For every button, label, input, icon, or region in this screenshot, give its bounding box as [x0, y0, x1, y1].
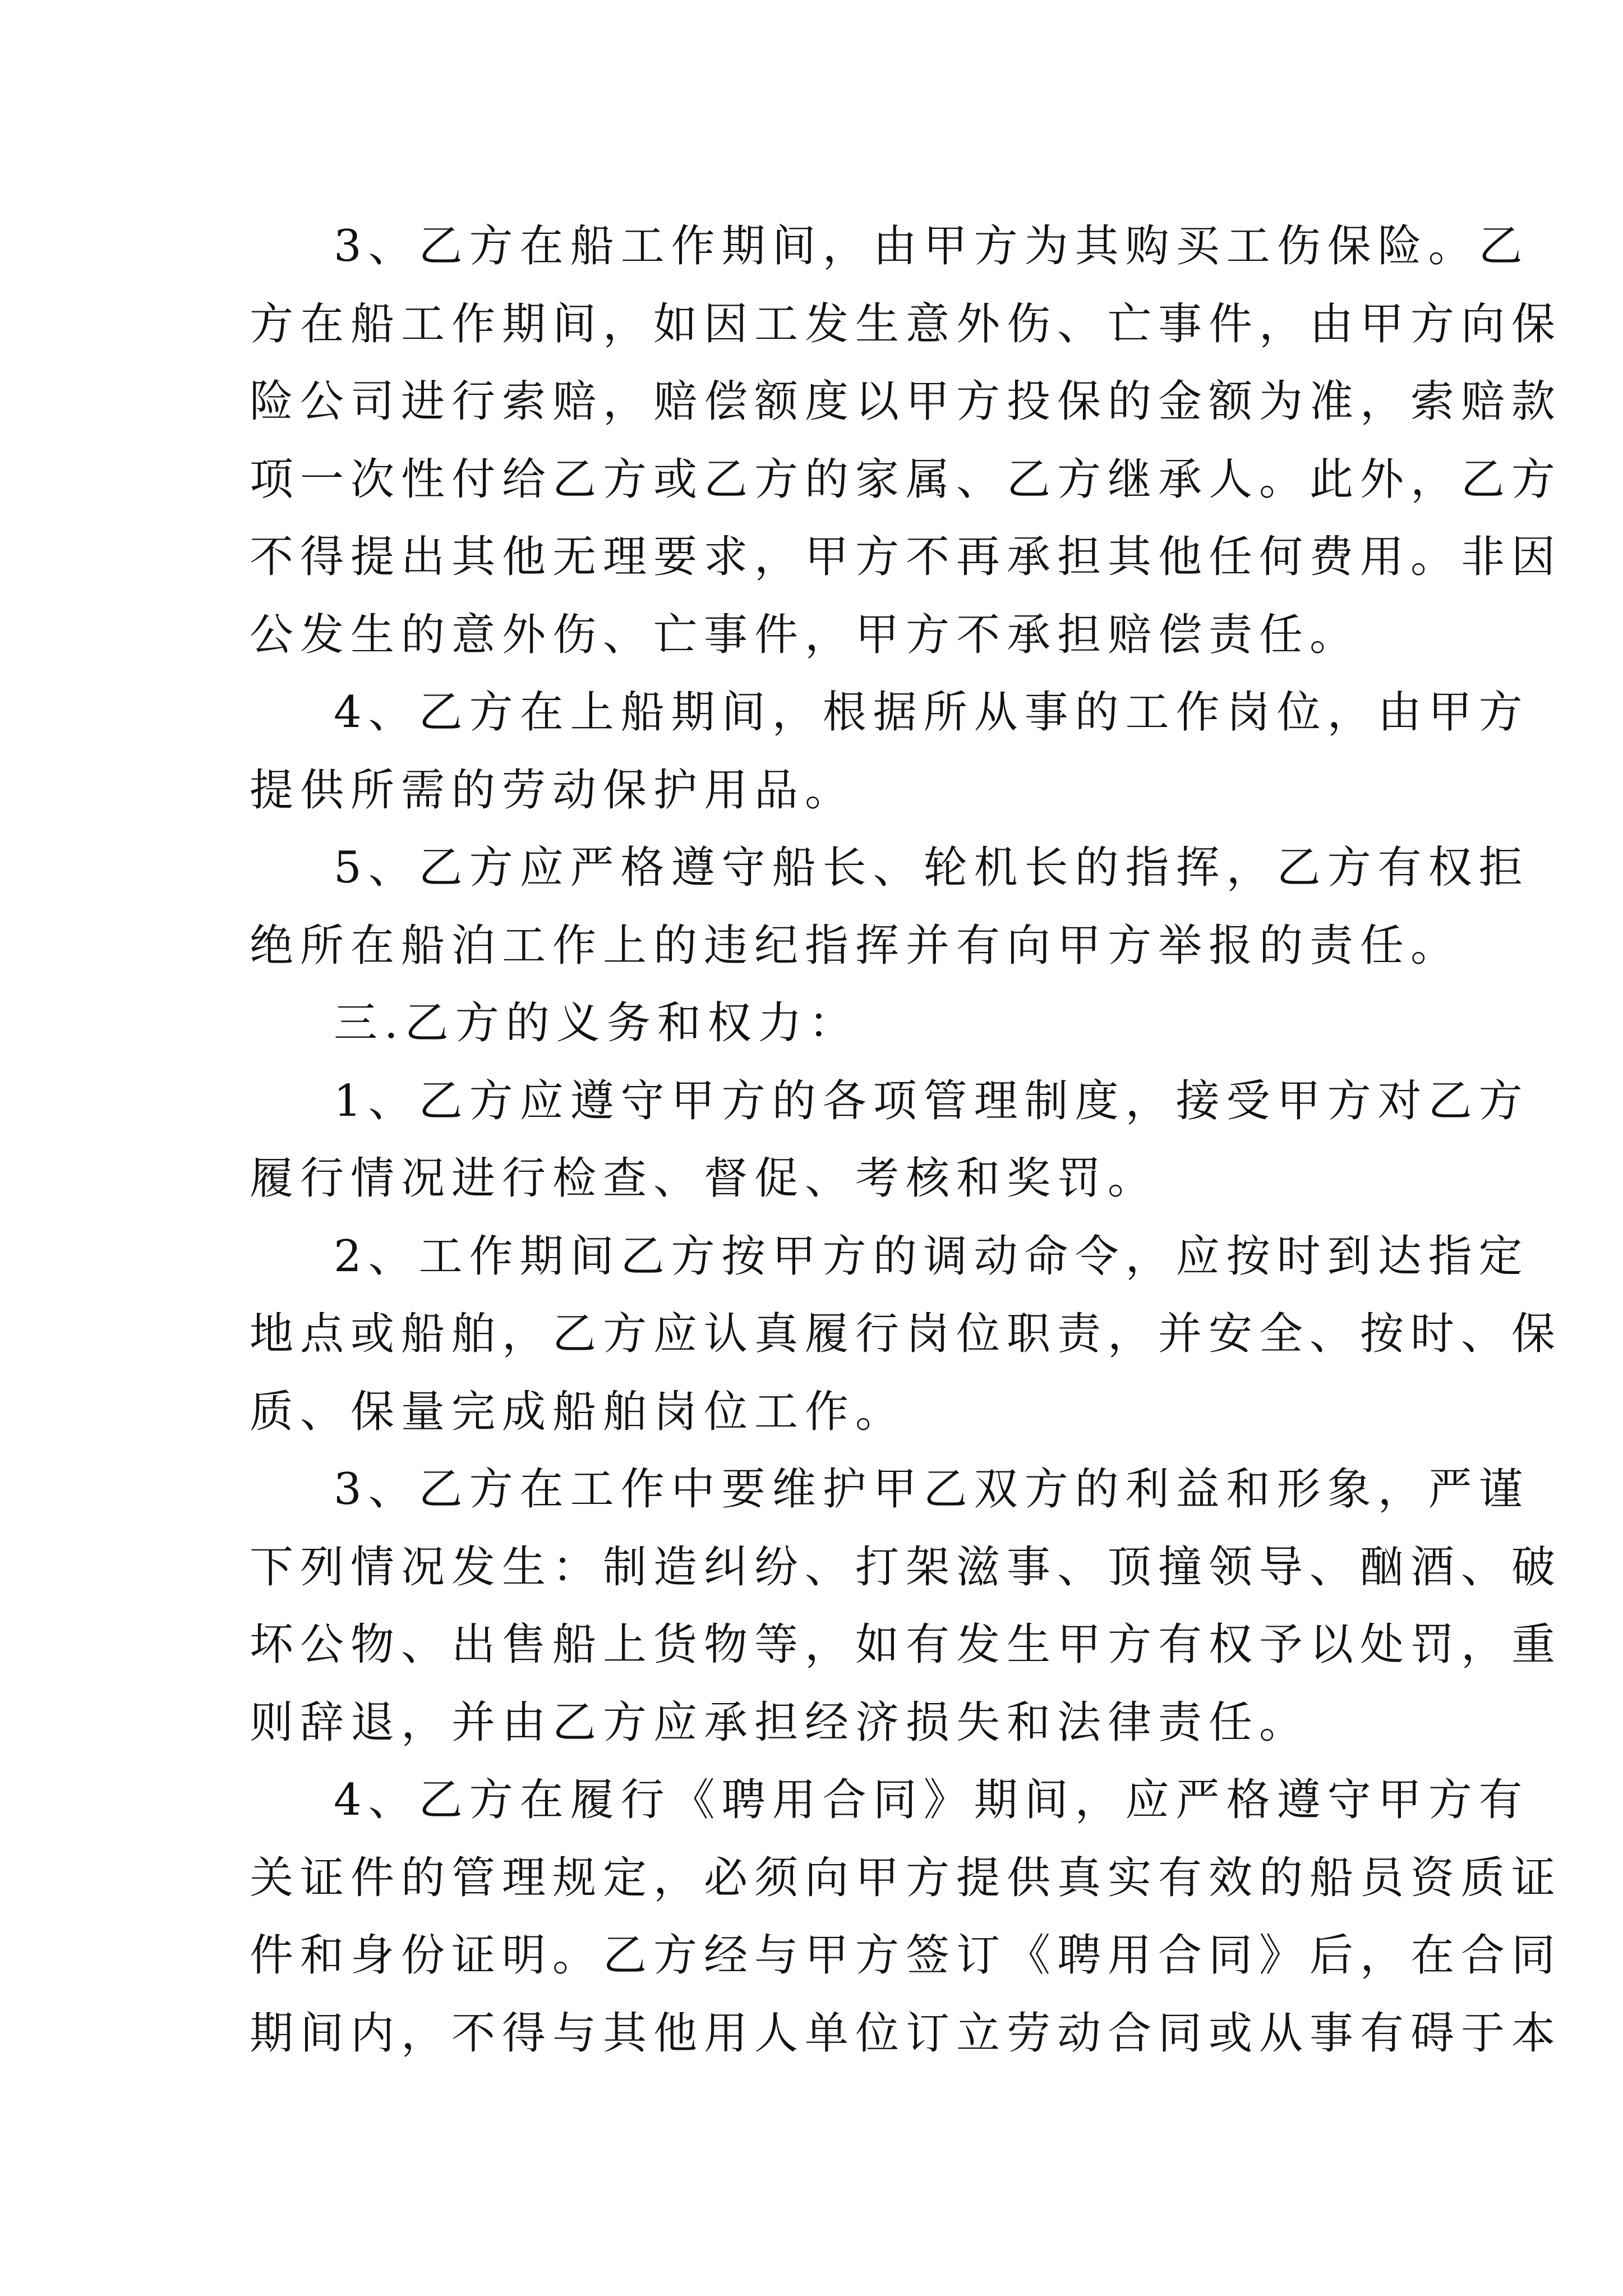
paragraph-line: 质、保量完成船舶岗位工作。	[250, 1386, 906, 1437]
document-body	[250, 208, 1562, 2072]
paragraph-line: 下列情况发生：制造纠纷、打架滋事、顶撞领导、酗酒、破	[250, 1542, 1562, 1593]
section-heading: 三.乙方的义务和权力：	[334, 998, 859, 1048]
paragraph-line: 坏公物、出售船上货物等，如有发生甲方有权予以处罚，重	[250, 1619, 1562, 1670]
paragraph-line: 3、乙方在工作中要维护甲乙双方的利益和形象，严谨	[334, 1464, 1529, 1515]
paragraph-line: 1、乙方应遵守甲方的各项管理制度，接受甲方对乙方	[334, 1075, 1529, 1126]
paragraph-line: 3、乙方在船工作期间，由甲方为其购买工伤保险。乙	[334, 221, 1529, 272]
paragraph-line: 提供所需的劳动保护用品。	[250, 765, 856, 816]
paragraph-line: 期间内，不得与其他用人单位订立劳动合同或从事有碍于本	[250, 2008, 1562, 2059]
paragraph-line: 件和身份证明。乙方经与甲方签订《聘用合同》后，在合同	[250, 1930, 1562, 1981]
paragraph-line: 项一次性付给乙方或乙方的家属、乙方继承人。此外，乙方	[250, 454, 1562, 505]
paragraph-line: 方在船工作期间，如因工发生意外伤、亡事件，由甲方向保	[250, 298, 1562, 349]
paragraph-line: 5、乙方应严格遵守船长、轮机长的指挥，乙方有权拒	[334, 843, 1529, 893]
paragraph-line: 履行情况进行检查、督促、考核和奖罚。	[250, 1153, 1159, 1204]
paragraph-line: 4、乙方在履行《聘用合同》期间，应严格遵守甲方有	[334, 1775, 1529, 1825]
paragraph-line: 则辞退，并由乙方应承担经济损失和法律责任。	[250, 1697, 1310, 1748]
paragraph-line: 2、工作期间乙方按甲方的调动命令，应按时到达指定	[334, 1231, 1529, 1282]
paragraph-line: 4、乙方在上船期间，根据所从事的工作岗位，由甲方	[334, 687, 1529, 738]
paragraph-line: 地点或船舶，乙方应认真履行岗位职责，并安全、按时、保	[250, 1309, 1562, 1359]
paragraph-line: 不得提出其他无理要求，甲方不再承担其他任何费用。非因	[250, 532, 1562, 582]
paragraph-line: 险公司进行索赔，赔偿额度以甲方投保的金额为准，索赔款	[250, 376, 1562, 427]
paragraph-line: 关证件的管理规定，必须向甲方提供真实有效的船员资质证	[250, 1852, 1562, 1903]
paragraph-line: 公发生的意外伤、亡事件，甲方不承担赔偿责任。	[250, 609, 1361, 660]
paragraph-line: 绝所在船泊工作上的违纪指挥并有向甲方举报的责任。	[250, 920, 1461, 971]
